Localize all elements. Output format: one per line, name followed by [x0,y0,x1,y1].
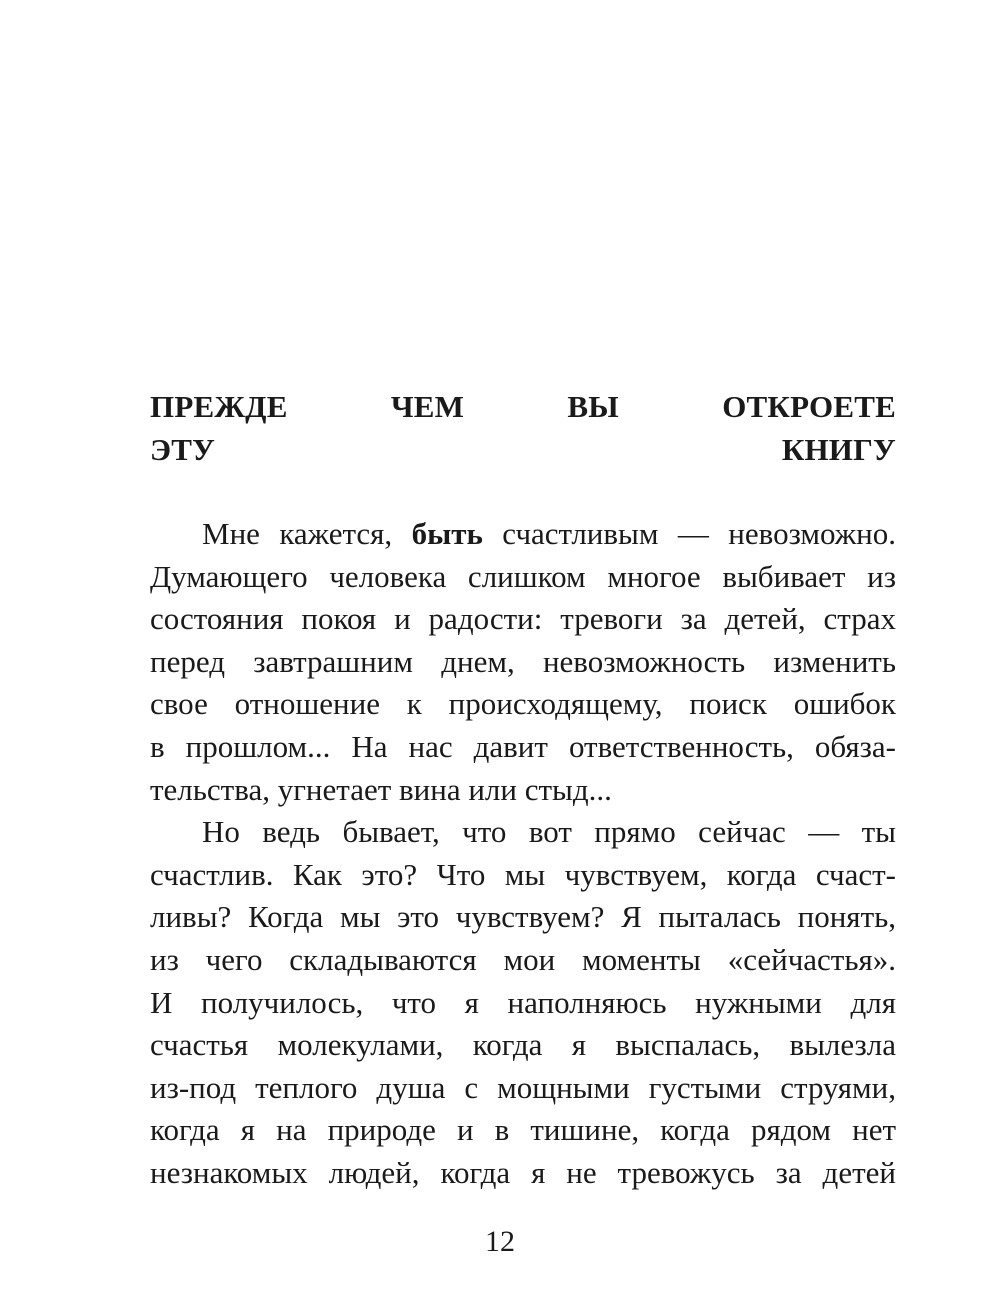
text-run: счастливым — невозможно. [482,516,896,551]
body-text [150,513,896,1195]
paragraph-1-line-1 [150,513,896,556]
chapter-title-line-1: ПРЕЖДЕ ЧЕМ ВЫ ОТКРОЕТЕ [150,389,896,424]
emphasis-bold: быть [411,516,483,551]
paragraph-1-line-6: в прошлом... На нас давит ответственность, обяза- [150,728,896,764]
paragraph-2-line-2: счастлив. Как это? Что мы чувствуем, когда счаст- [150,856,896,892]
text-run: Мне кажется, [202,516,412,551]
paragraph-2-line-5: И получилось, что я наполняюсь нужными для [150,984,896,1020]
paragraph-2-line-3: ливы? Когда мы это чувствуем? Я пыталась понять, [150,899,896,935]
paragraph-1-line-5: свое отношение к происходящему, поиск ошибок [150,686,896,722]
paragraph-1-line-7: тельства, угнетает вина или стыд... [150,771,612,807]
paragraph-2-line-4: из чего складываются мои моменты «сейчастья». [150,941,896,977]
paragraph-1-line-4: перед завтрашним днем, невозможность изменить [150,643,896,679]
paragraph-2-line-9: незнакомых людей, когда я не тревожусь за детей [150,1154,896,1190]
paragraph-2-line-1: Но ведь бывает, что вот прямо сейчас — ты [202,814,896,850]
paragraph-2-line-6: счастья молекулами, когда я выспалась, вылезла [150,1027,896,1063]
paragraph-1 [150,513,896,811]
chapter-title [150,386,896,471]
paragraph-2-line-8: когда я на природе и в тишине, когда рядом нет [150,1112,896,1148]
page-number: 12 [485,1225,515,1258]
paragraph-2 [150,811,896,1194]
paragraph-1-line-3: состояния покоя и радости: тревоги за детей, страх [150,601,896,637]
paragraph-1-line-2: Думающего человека слишком многое выбивает из [150,558,896,594]
chapter-title-line-2: ЭТУ КНИГУ [150,431,896,467]
paragraph-2-line-7: из-под теплого душа с мощными густыми струями, [150,1069,896,1105]
